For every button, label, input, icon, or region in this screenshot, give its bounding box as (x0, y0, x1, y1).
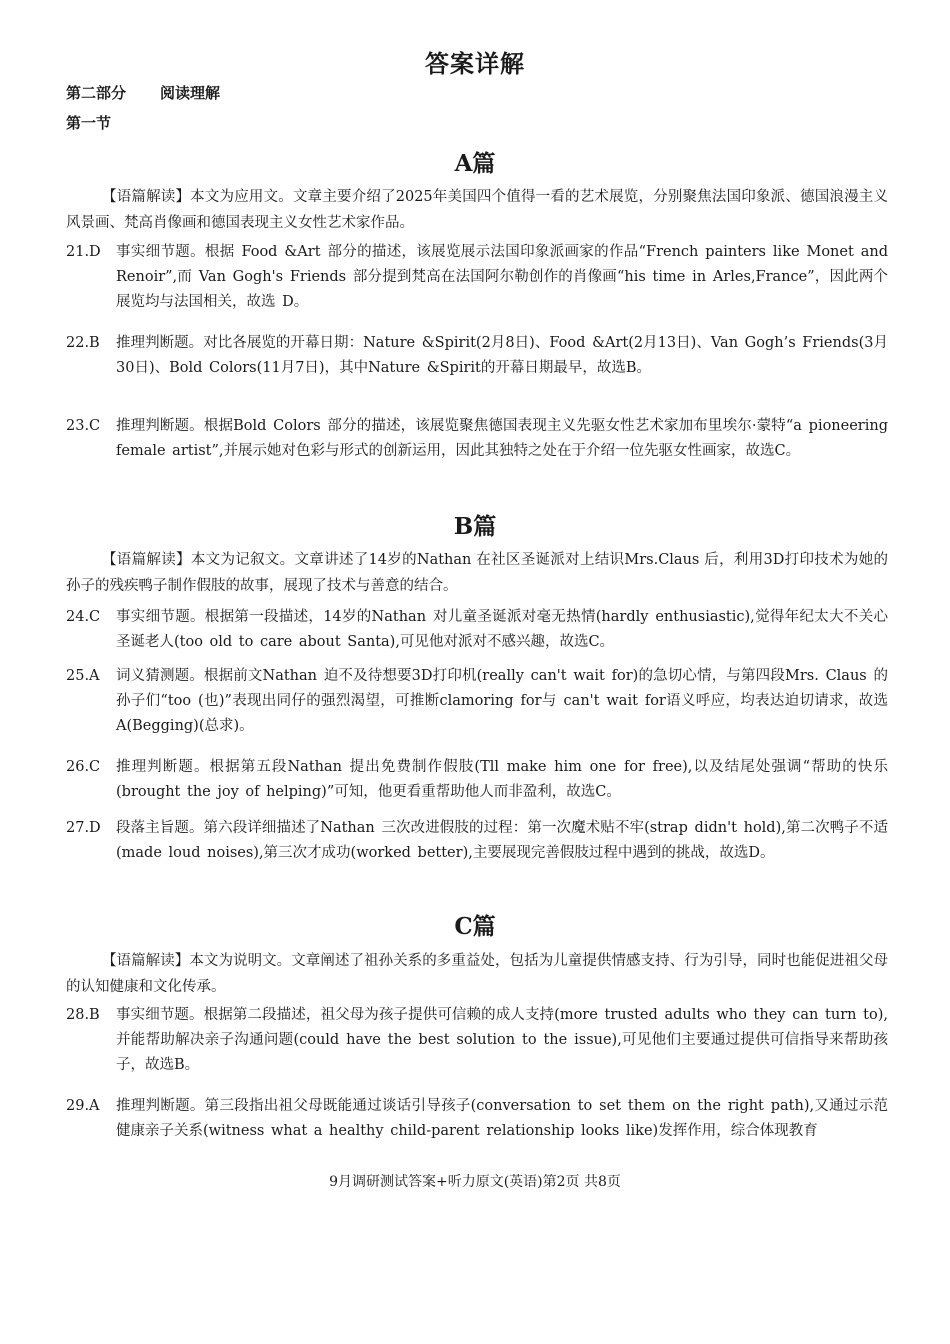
question-explanation: 段落主旨题。第六段详细描述了Nathan 三次改进假肢的过程：第一次魔术贴不牢(strap didn't hold),第二次鸭子不适(made loud noises),第三次才成功(worked better),主要展现完善假肢过程中遇到的挑战，故选D。 (116, 820, 888, 861)
question-number: 29.A (66, 1098, 100, 1114)
part-name: 阅读理解 (160, 84, 221, 102)
page-footer: 9月调研测试答案+听力原文(英语)第2页 共8页 (329, 1174, 621, 1190)
question-explanation: 推理判断题。对比各展览的开幕日期：Nature &Spirit(2月8日)、Food &Art(2月13日)、Van Gogh’s Friends(3月30日)、Bold Colors(11月7日)，其中Nature &Spirit的开幕日期最早，故选B。 (116, 335, 888, 376)
question-number: 22.B (66, 335, 100, 351)
question-answer (66, 605, 888, 655)
question-answer (66, 240, 888, 315)
question-explanation: 事实细节题。根据 Food &Art 部分的描述，该展览展示法国印象派画家的作品“French painters like Monet and Renoir”,而 Van Gogh's Friends 部分提到梵高在法国阿尔勒创作的肖像画“his time in Arles,France”，因此两个展览均与法国相关，故选 D。 (116, 244, 888, 310)
question-explanation: 词义猜测题。根据前文Nathan 迫不及待想要3D打印机(really can't wait for)的急切心情，与第四段Mrs. Claus 的孙子们“too (也)”表现出同仔的强烈渴望，可推断clamoring for与 can't wait for语义呼应，均表达迫切请求，故选A(Begging)(总求)。 (116, 668, 888, 734)
question-number: 28.B (66, 1007, 100, 1023)
question-number: 23.C (66, 418, 101, 434)
page-title: 答案详解 (425, 49, 525, 78)
passage-intro: 【语篇解读】本文为记叙文。文章讲述了14岁的Nathan 在社区圣诞派对上结识Mrs.Claus 后，利用3D打印技术为她的孙子的残疾鸭子制作假肢的故事，展现了技术与善意的结合。 (66, 552, 888, 594)
question-explanation: 推理判断题。根据第五段Nathan 提出免费制作假肢(Tll make him one for free),以及结尾处强调“帮助的快乐(brought the joy of helping)”可知，他更看重帮助他人而非盈利，故选C。 (116, 759, 888, 800)
question-answer (66, 1003, 888, 1078)
passage-intro: 【语篇解读】本文为应用文。文章主要介绍了2025年美国四个值得一看的艺术展览，分别聚焦法国印象派、德国浪漫主义风景画、梵高肖像画和德国表现主义女性艺术家作品。 (66, 189, 888, 231)
question-explanation: 事实细节题。根据第二段描述，祖父母为孩子提供可信赖的成人支持(more trusted adults who they can turn to), 并能帮助解决亲子沟通问题(could have the best solution to the issue),可见他们主要通过提供可信指导来帮助孩子，故选B。 (116, 1007, 888, 1073)
question-explanation: 推理判断题。第三段指出祖父母既能通过谈话引导孩子(conversation to set them on the right path),又通过示范健康亲子关系(witness what a healthy child-parent relationship looks like)发挥作用，综合体现教育 (116, 1098, 888, 1139)
question-answer (66, 331, 888, 381)
question-answer (66, 755, 888, 805)
question-number: 26.C (66, 759, 101, 775)
question-number: 21.D (66, 244, 101, 260)
part-label: 第二部分 (66, 84, 127, 102)
section-heading: 第一节 (66, 114, 112, 132)
question-answer (66, 664, 888, 739)
passage-intro: 【语篇解读】本文为说明文。文章阐述了祖孙关系的多重益处，包括为儿童提供情感支持、行为引导，同时也能促进祖父母的认知健康和文化传承。 (66, 953, 888, 995)
question-number: 25.A (66, 668, 100, 684)
question-explanation: 事实细节题。根据第一段描述，14岁的Nathan 对儿童圣诞派对毫无热情(hardly enthusiastic),觉得年纪太大不关心圣诞老人(too old to care about Santa),可见他对派对不感兴趣，故选C。 (116, 609, 888, 650)
passage-title: A篇 (454, 150, 496, 177)
question-explanation: 推理判断题。根据Bold Colors 部分的描述，该展览聚焦德国表现主义先驱女性艺术家加布里埃尔·蒙特“a pioneering female artist”,并展示她对色彩与形式的创新运用，因此其独特之处在于介绍一位先驱女性画家，故选C。 (116, 418, 888, 459)
question-answer (66, 816, 888, 866)
question-answer (66, 414, 888, 464)
part-heading (66, 82, 220, 103)
question-number: 27.D (66, 820, 101, 836)
question-answer (66, 1094, 888, 1144)
question-number: 24.C (66, 609, 101, 625)
passage-title: C篇 (454, 913, 496, 940)
passage-title: B篇 (453, 513, 497, 540)
